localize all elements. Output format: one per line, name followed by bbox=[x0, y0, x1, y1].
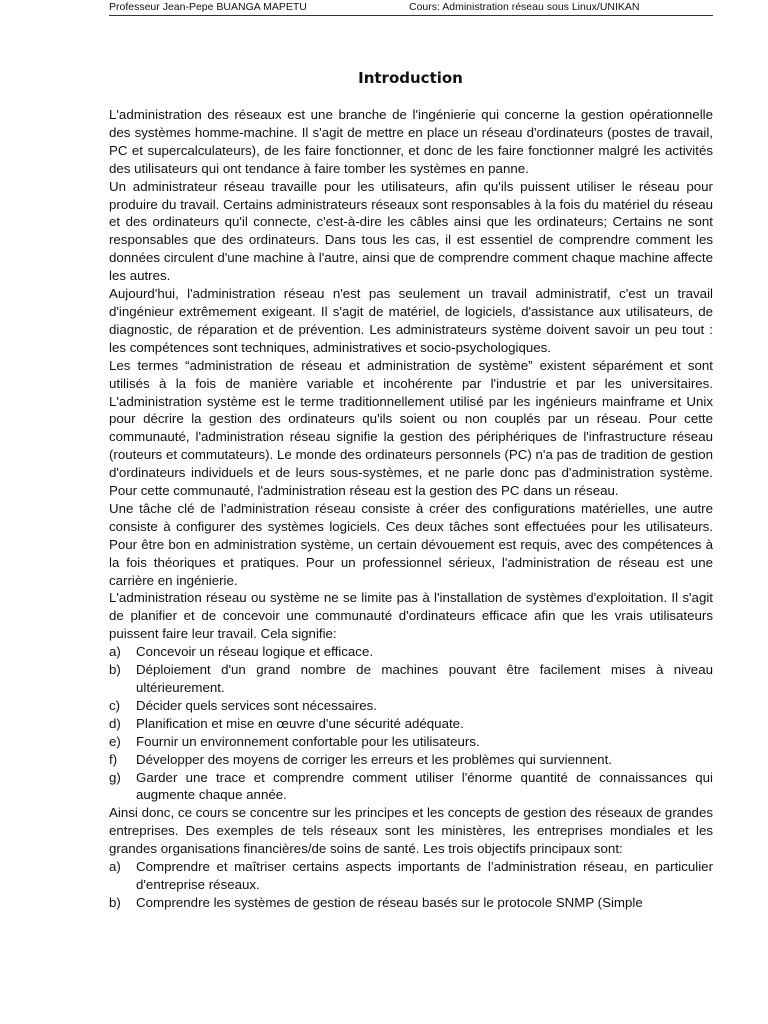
list-item-text: Développer des moyens de corriger les erreurs et les problèmes qui surviennent. bbox=[136, 751, 612, 767]
paragraph: Un administrateur réseau travaille pour les utilisateurs, afin qu'ils puissent utiliser le réseau pour produire du travail. Certains administrateurs réseaux sont responsables à la fois du matériel du réseau et des ordinateurs qu'il connecte, c'est-à-dire les câbles ainsi que les ordinateurs; Certains ne sont responsables que des ordinateurs. Dans tous les cas, il est essentiel de comprendre comment les données circulent d'une machine à l'autre, ainsi que de comprendre comment chaque machine affecte les autres. bbox=[109, 178, 713, 284]
list-item-text: Comprendre les systèmes de gestion de réseau basés sur le protocole SNMP (Simple bbox=[136, 894, 643, 910]
list-marker: g) bbox=[109, 769, 121, 785]
list-item-text: Fournir un environnement confortable pour les utilisateurs. bbox=[136, 733, 480, 749]
list-marker: b) bbox=[109, 662, 121, 678]
list-item bbox=[109, 894, 713, 912]
objectives-list bbox=[109, 858, 713, 912]
paragraph: Ainsi donc, ce cours se concentre sur les principes et les concepts de gestion des réseaux de grandes entreprises. Des exemples de tels réseaux sont les ministères, les entreprises mondiales et les grandes organisations financières/de soins de santé. Les trois objectifs principaux sont: bbox=[109, 805, 713, 857]
list-item bbox=[109, 858, 713, 894]
list-item bbox=[109, 715, 713, 733]
list-marker: a) bbox=[109, 644, 121, 660]
list-item bbox=[109, 661, 713, 697]
header-course: Cours: Administration réseau sous Linux/UNIKAN bbox=[409, 1, 640, 13]
paragraph: Une tâche clé de l'administration réseau consiste à créer des configurations matérielles, une autre consiste à configurer des systèmes logiciels. Ces deux tâches sont effectuées pour les utilisateurs. Pour être bon en administration système, un certain dévouement est requis, avec des compétences à la fois théoriques et pratiques. Pour un professionnel sérieux, l'administration de réseau est une carrière en ingénierie. bbox=[109, 500, 713, 588]
list-item-text: Décider quels services sont nécessaires. bbox=[136, 697, 377, 713]
paragraph: Aujourd'hui, l'administration réseau n'est pas seulement un travail administratif, c'est un travail d'ingénieur extrêmement exigeant. Il s'agit de matériel, de logiciels, d'assistance aux utilisateurs, de diagnostic, de réparation et de prévention. Les administrateurs système doivent savoir un peu tout : les compétences sont techniques, administratives et socio-psychologiques. bbox=[109, 286, 713, 355]
list-marker: a) bbox=[109, 859, 121, 875]
list-marker: e) bbox=[109, 733, 121, 749]
paragraph: Les termes “administration de réseau et administration de système” existent séparément et sont utilisés à la fois de manière variable et incohérente par l'industrie et par les universitaires. L'administration système est le terme traditionnellement utilisé par les ingénieurs mainframe et Unix pour décrire la gestion des ordinateurs qu'ils soient ou non couplés par un réseau. Pour cette communauté, l'administration réseau signifie la gestion des périphériques de l'infrastructure réseau (routeurs et commutateurs). Le monde des ordinateurs personnels (PC) n'a pas de tradition de gestion d'ordinateurs individuels et de leurs sous-systèmes, et ne parle donc pas d'administration système. Pour cette communauté, l'administration réseau est la gestion des PC dans un réseau. bbox=[109, 357, 713, 499]
list-item-text: Comprendre et maîtriser certains aspects importants de l’administration réseau, en particulier d'entreprise réseaux. bbox=[136, 859, 713, 892]
list-marker: b) bbox=[109, 894, 121, 910]
list-item-text: Déploiement d'un grand nombre de machines pouvant être facilement mises à niveau ultérieurement. bbox=[136, 662, 713, 695]
list-item bbox=[109, 733, 713, 751]
list-marker: f) bbox=[109, 751, 118, 767]
document-body bbox=[109, 106, 713, 912]
header-author: Professeur Jean-Pepe BUANGA MAPETU bbox=[109, 1, 307, 13]
paragraph: L'administration des réseaux est une branche de l'ingénierie qui concerne la gestion opérationnelle des systèmes homme-machine. Il s'agit de mettre en place un réseau d'ordinateurs (postes de travail, PC et supercalculateurs), de les faire fonctionner, et donc de les faire fonctionner malgré les activités des utilisateurs qui ont tendance à faire tomber les systèmes en panne. bbox=[109, 107, 713, 176]
list-item-text: Garder une trace et comprendre comment utiliser l'énorme quantité de connaissances qui augmente chaque année. bbox=[136, 769, 713, 803]
list-item bbox=[109, 643, 713, 661]
list-item bbox=[109, 769, 713, 805]
page-header bbox=[109, 0, 713, 16]
list-marker: c) bbox=[109, 697, 121, 713]
paragraph: L'administration réseau ou système ne se limite pas à l'installation de systèmes d'exploitation. Il s'agit de planifier et de concevoir une communauté d'ordinateurs efficace afin que les vrais utilisateurs puissent faire leur travail. Cela signifie: bbox=[109, 590, 713, 642]
list-marker: d) bbox=[109, 715, 121, 731]
list-item bbox=[109, 751, 713, 769]
tasks-list bbox=[109, 643, 713, 804]
list-item-text: Planification et mise en œuvre d'une sécurité adéquate. bbox=[136, 715, 464, 731]
list-item bbox=[109, 697, 713, 715]
list-item-text: Concevoir un réseau logique et efficace. bbox=[136, 644, 374, 660]
page-title: Introduction bbox=[358, 69, 463, 87]
